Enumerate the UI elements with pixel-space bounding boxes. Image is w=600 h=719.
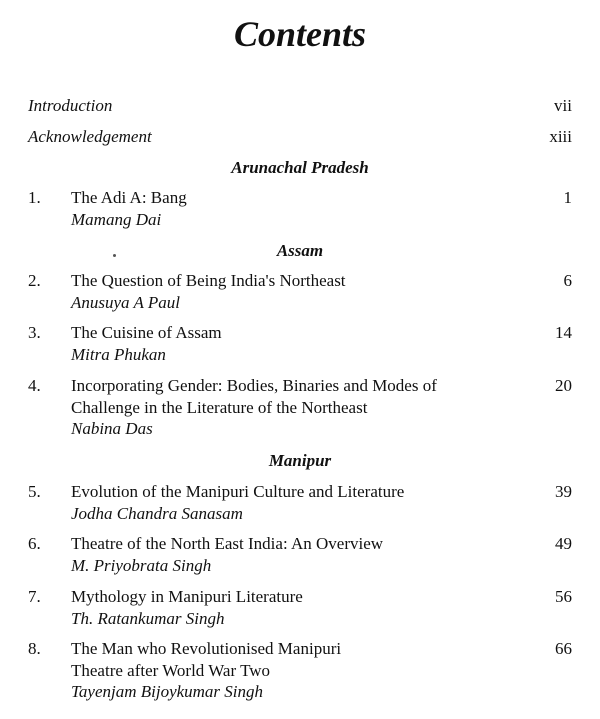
entry-page: 20 (555, 376, 572, 395)
entry-number: 4. (28, 376, 41, 395)
section-heading-arunachal-pradesh: Arunachal Pradesh (231, 158, 369, 177)
entry-page: 6 (563, 271, 572, 290)
entry-title: The Adi A: Bang (71, 188, 187, 207)
entry-body (71, 533, 516, 576)
entry-title: Theatre of the North East India: An Overview (71, 534, 384, 553)
entry-page: 56 (555, 587, 572, 606)
entry-author: Mamang Dai (71, 209, 162, 229)
entry-author: Mitra Phukan (71, 344, 166, 364)
entry-body (71, 586, 516, 629)
entry-title-line-2: Theatre after World War Two (71, 660, 271, 680)
entry-author: Tayenjam Bijoykumar Singh (71, 682, 264, 701)
entry-body (71, 481, 516, 524)
front-matter-acknowledgement (28, 126, 572, 148)
entry-author: M. Priyobrata Singh (71, 555, 212, 575)
entry-title: The Question of Being India's Northeast (71, 271, 346, 290)
entry-number: 7. (28, 587, 41, 606)
front-matter-label: Acknowledgement (28, 127, 152, 146)
entry-title-line-1: Incorporating Gender: Bodies, Binaries and Modes of (71, 376, 437, 395)
entry-author: Anusuya A Paul (71, 292, 180, 312)
entry-number: 6. (28, 534, 41, 553)
entry-author: Jodha Chandra Sanasam (71, 503, 243, 523)
entry-title: Mythology in Manipuri Literature (71, 587, 303, 606)
entry-page: 39 (555, 482, 572, 501)
front-matter-label: Introduction (28, 96, 113, 115)
entry-number: 8. (28, 639, 41, 658)
entry-page: 1 (563, 188, 572, 207)
section-heading-manipur: Manipur (268, 451, 332, 470)
entry-number: 1. (28, 188, 41, 207)
front-matter-introduction (28, 95, 572, 117)
entry-title: The Cuisine of Assam (71, 323, 222, 342)
entry-number: 2. (28, 271, 41, 290)
entry-body (71, 375, 516, 440)
front-matter-page: xiii (549, 127, 572, 146)
entry-body (71, 638, 516, 703)
entry-title: Evolution of the Manipuri Culture and Literature (71, 482, 405, 501)
entry-author: Nabina Das (71, 419, 153, 438)
entry-number: 3. (28, 323, 41, 342)
entry-body (71, 270, 516, 313)
entry-page: 14 (555, 323, 572, 342)
entry-title-line-1: The Man who Revolutionised Manipuri (71, 639, 342, 658)
entry-author: Th. Ratankumar Singh (71, 608, 225, 628)
page-title: Contents (233, 14, 367, 54)
entry-body (71, 187, 516, 230)
entry-title-line-2: Challenge in the Literature of the Northeast (71, 397, 368, 417)
section-heading-assam: Assam (276, 241, 324, 260)
entry-number: 5. (28, 482, 41, 501)
entry-body (71, 322, 516, 365)
entry-page: 49 (555, 534, 572, 553)
entry-page: 66 (555, 639, 572, 658)
front-matter-page: vii (554, 96, 572, 115)
